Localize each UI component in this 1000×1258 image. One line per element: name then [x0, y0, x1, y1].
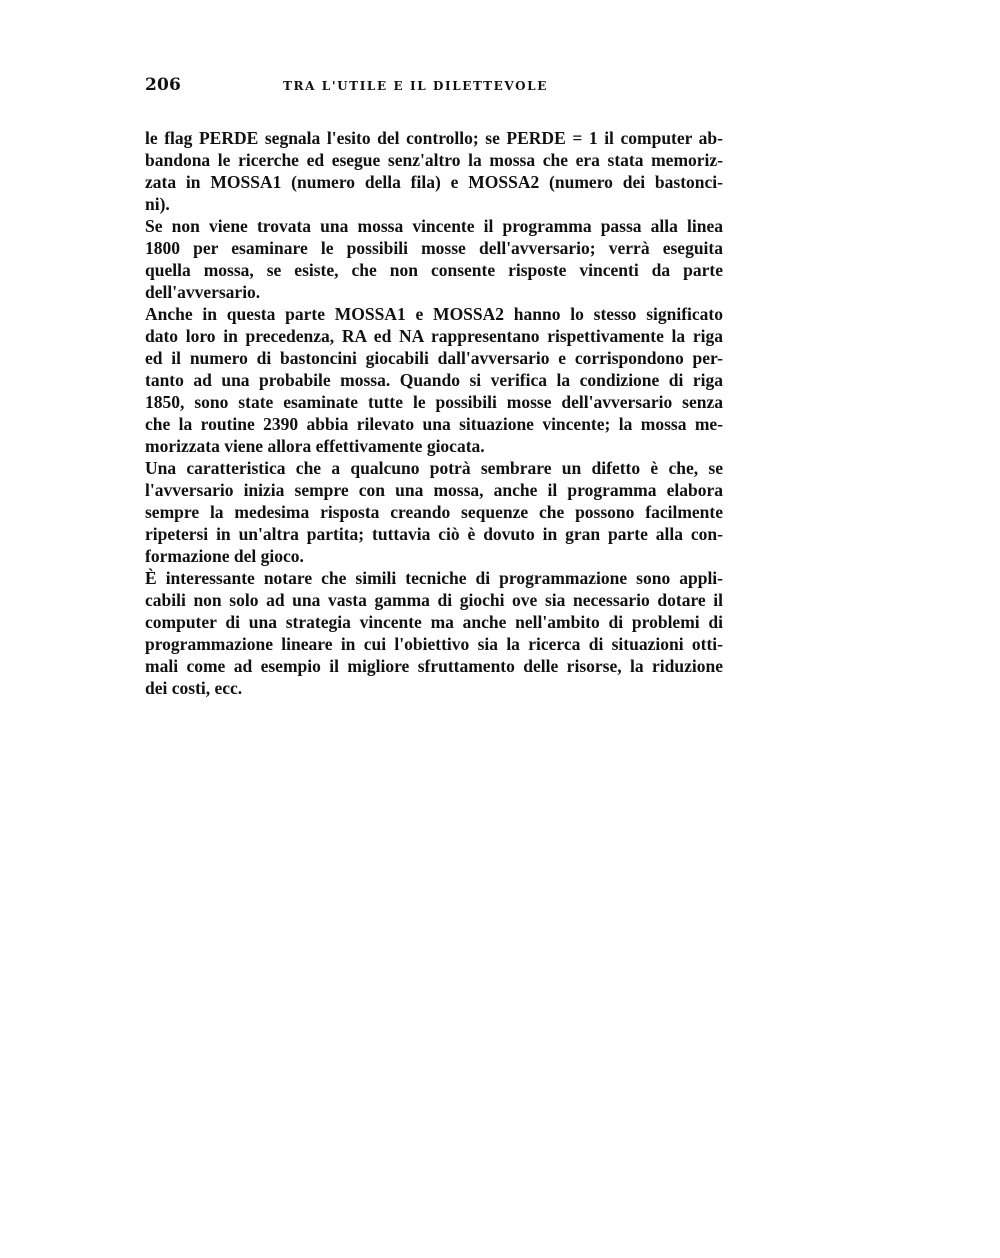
text-line: dei costi, ecc. — [145, 678, 243, 698]
text-line: l'avversario inizia sempre con una mossa, anche il programma elabora — [145, 480, 723, 500]
text-line: programmazione lineare in cui l'obiettivo sia la ricerca di situazioni otti- — [145, 634, 723, 654]
paragraph — [145, 457, 723, 567]
text-line: bandona le ricerche ed esegue senz'altro la mossa che era stata memoriz- — [145, 150, 723, 170]
text-line: È interessante notare che simili tecniche di programmazione sono appli- — [145, 568, 723, 588]
text-line: sempre la medesima risposta creando sequenze che possono facilmente — [145, 502, 723, 522]
text-line: ripetersi in un'altra partita; tuttavia ciò è dovuto in gran parte alla con- — [145, 524, 723, 544]
text-line: Una caratteristica che a qualcuno potrà sembrare un difetto è che, se — [145, 458, 723, 478]
running-head: TRA L'UTILE E IL DILETTEVOLE — [283, 79, 548, 93]
text-line: dato loro in precedenza, RA ed NA rappresentano rispettivamente la riga — [145, 326, 723, 346]
text-line: tanto ad una probabile mossa. Quando si verifica la condizione di riga — [145, 370, 723, 390]
text-line: quella mossa, se esiste, che non consente risposte vincenti da parte — [145, 260, 723, 280]
text-line: morizzata viene allora effettivamente giocata. — [145, 436, 485, 456]
text-line: le flag PERDE segnala l'esito del controllo; se PERDE = 1 il computer ab- — [145, 128, 723, 148]
text-line: formazione del gioco. — [145, 546, 304, 566]
text-line: che la routine 2390 abbia rilevato una situazione vincente; la mossa me- — [145, 414, 723, 434]
body-text — [145, 127, 723, 699]
text-line: computer di una strategia vincente ma anche nell'ambito di problemi di — [145, 612, 723, 632]
text-line: 1850, sono state esaminate tutte le possibili mosse dell'avversario senza — [145, 392, 723, 412]
text-line: ni). — [145, 194, 170, 214]
text-line: Anche in questa parte MOSSA1 e MOSSA2 hanno lo stesso significato — [145, 304, 723, 324]
paragraph — [145, 215, 723, 303]
paragraph — [145, 567, 723, 699]
page-number: 206 — [145, 75, 182, 95]
text-line: Se non viene trovata una mossa vincente il programma passa alla linea — [145, 216, 723, 236]
text-line: ed il numero di bastoncini giocabili dall'avversario e corrispondono per- — [145, 348, 723, 368]
text-line: mali come ad esempio il migliore sfruttamento delle risorse, la riduzione — [145, 656, 723, 676]
paragraph — [145, 127, 723, 215]
text-line: dell'avversario. — [145, 282, 261, 302]
paragraph — [145, 303, 723, 457]
text-line: cabili non solo ad una vasta gamma di giochi ove sia necessario dotare il — [145, 590, 723, 610]
text-line: 1800 per esaminare le possibili mosse dell'avversario; verrà eseguita — [145, 238, 723, 258]
text-line: zata in MOSSA1 (numero della fila) e MOSSA2 (numero dei bastonci- — [145, 172, 723, 192]
